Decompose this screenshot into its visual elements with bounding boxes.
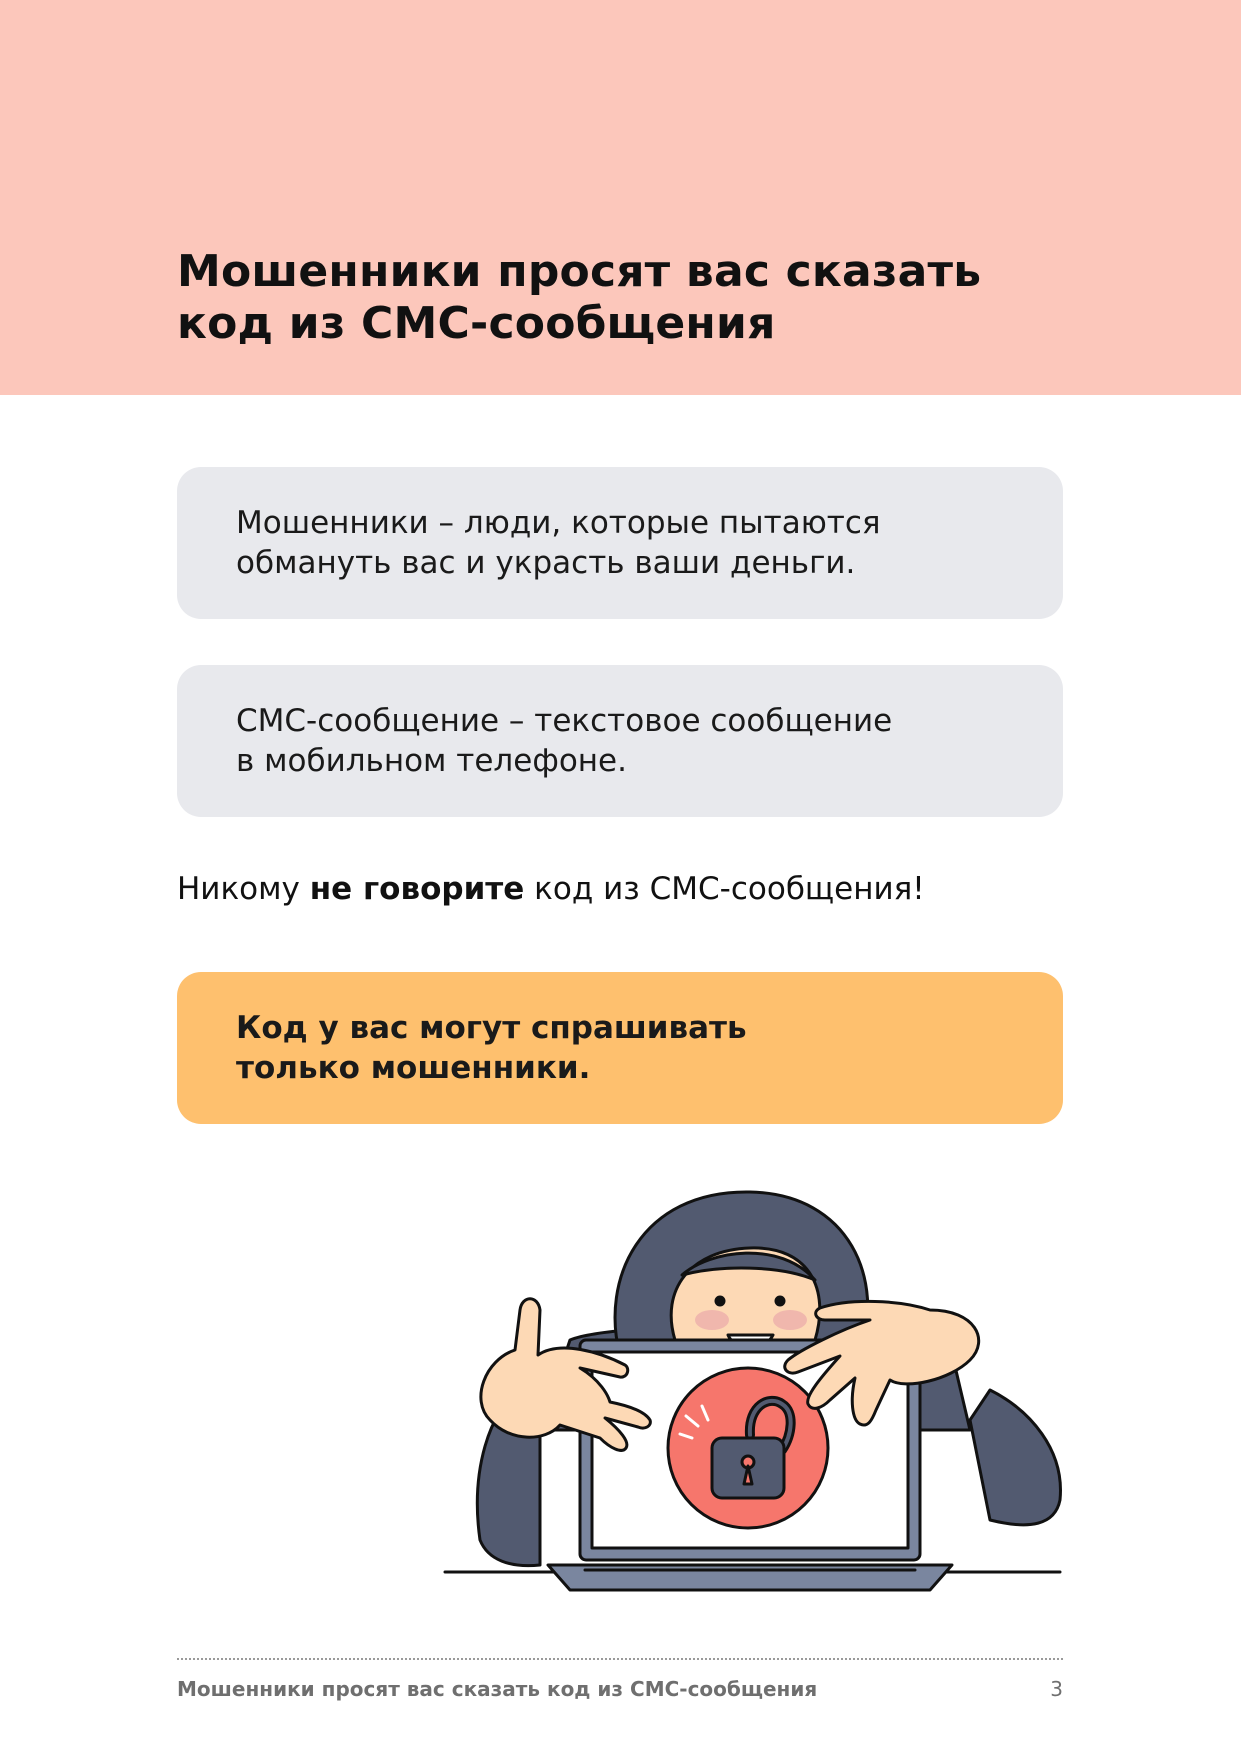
warning-card: [177, 972, 1063, 1124]
footer-title: Мошенники просят вас сказать код из СМС-сообщения: [177, 1677, 818, 1701]
notice-text: [177, 869, 925, 909]
definition-card-line: в мобильном телефоне.: [236, 743, 627, 779]
warning-card-line: только мошенники.: [236, 1050, 591, 1086]
definition-card-fraudsters: [177, 467, 1063, 619]
warning-card-line: Код у вас могут спрашивать: [236, 1010, 747, 1046]
page-number: 3: [1050, 1677, 1063, 1701]
page-title-line-2: код из СМС-сообщения: [177, 298, 776, 349]
definition-card-line: обмануть вас и украсть ваши деньги.: [236, 545, 856, 581]
notice-text-end: код из СМС-сообщения!: [524, 871, 925, 907]
definition-card-line: СМС-сообщение – текстовое сообщение: [236, 703, 893, 739]
hacker-with-unlocked-padlock-laptop-icon: [430, 1180, 1090, 1620]
definition-card-sms: [177, 665, 1063, 817]
notice-text-emphasis: не говорите: [309, 871, 525, 907]
footer-divider: [177, 1658, 1063, 1660]
definition-card-line: Мошенники – люди, которые пытаются: [236, 505, 881, 541]
page-title-line-1: Мошенники просят вас сказать: [177, 246, 982, 297]
page-title: [177, 246, 1097, 350]
notice-text-start: Никому: [177, 871, 310, 907]
